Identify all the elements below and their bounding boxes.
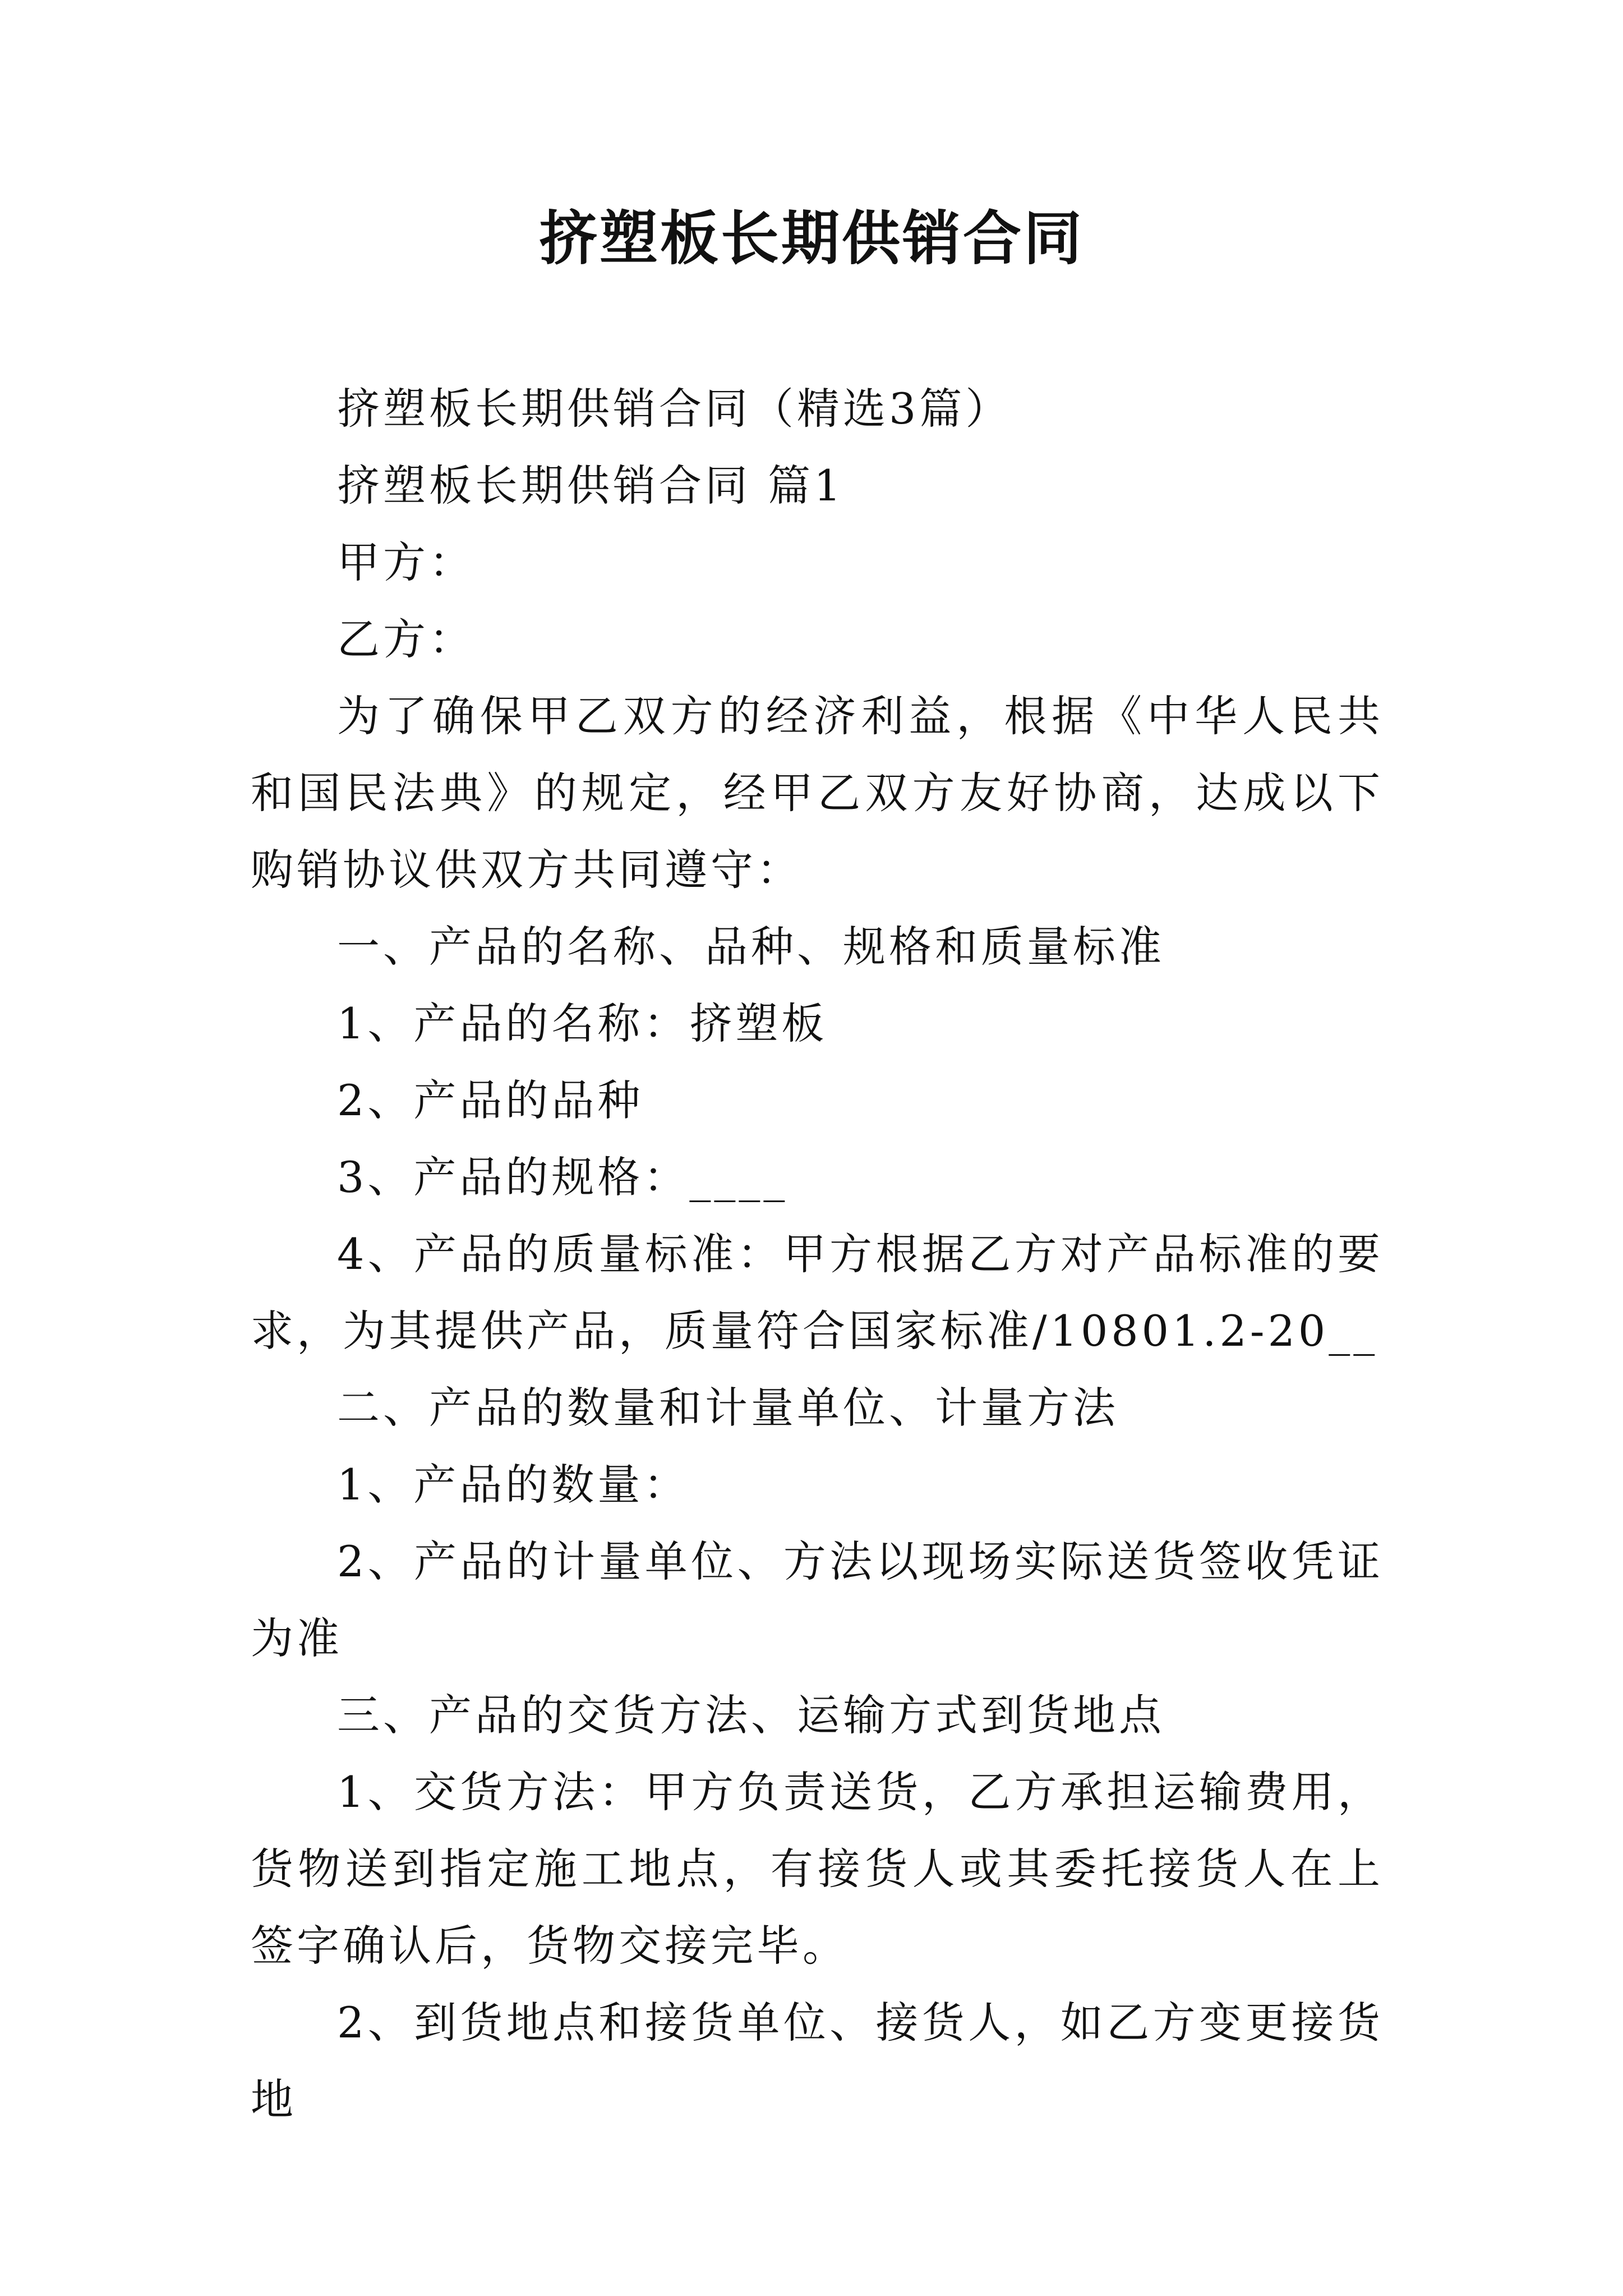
paragraph-party-a: 甲方： xyxy=(337,537,475,587)
paragraph-item: 1、产品的名称：挤塑板 xyxy=(337,999,828,1048)
document-body xyxy=(251,370,1384,2138)
paragraph-party-b: 乙方： xyxy=(337,614,475,664)
document-title: 挤塑板长期供销合同 xyxy=(538,204,1084,273)
paragraph-item: 2、产品的计量单位、方法以现场实际送货签收凭证为准 xyxy=(251,1536,1384,1663)
paragraph-item: 4、产品的质量标准：甲方根据乙方对产品标准的要求，为其提供产品，质量符合国家标准/10801.2-20__ xyxy=(251,1229,1384,1356)
paragraph-preamble: 为了确保甲乙双方的经济利益，根据《中华人民共和国民法典》的规定，经甲乙双方友好协商，达成以下购销协议供双方共同遵守： xyxy=(251,691,1384,895)
paragraph-item: 2、到货地点和接货单位、接货人，如乙方变更接货地 xyxy=(251,1998,1384,2124)
paragraph-item: 1、产品的数量： xyxy=(337,1460,690,1510)
paragraph-subtitle: 挤塑板长期供销合同（精选3篇） xyxy=(337,384,1012,434)
paragraph-heading-3: 三、产品的交货方法、运输方式到货地点 xyxy=(337,1690,1165,1740)
paragraph-item: 1、交货方法：甲方负责送货，乙方承担运输费用，货物送到指定施工地点，有接货人或其委托接货人在上签字确认后，货物交接完毕。 xyxy=(251,1767,1384,1971)
paragraph-item: 3、产品的规格：____ xyxy=(337,1152,789,1202)
paragraph-heading-2: 二、产品的数量和计量单位、计量方法 xyxy=(337,1383,1119,1433)
paragraph-section-title: 挤塑板长期供销合同 篇1 xyxy=(337,461,845,510)
paragraph-item: 2、产品的品种 xyxy=(337,1075,644,1125)
paragraph-heading-1: 一、产品的名称、品种、规格和质量标准 xyxy=(337,922,1165,972)
